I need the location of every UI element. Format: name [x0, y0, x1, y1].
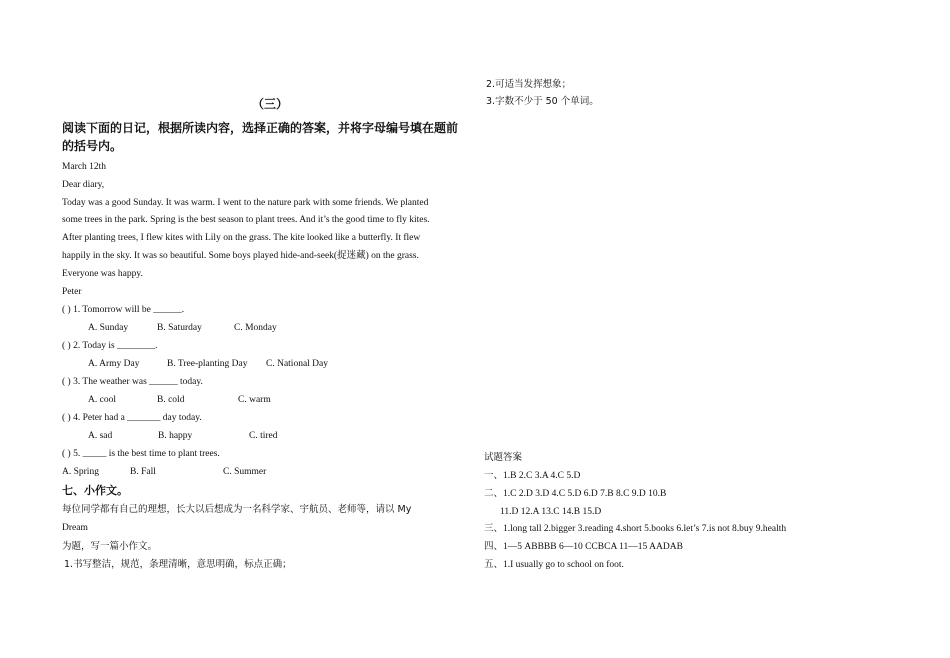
- answer-row: [500, 506, 601, 518]
- diary-date: March 12th: [62, 162, 107, 172]
- answer-label: 二、: [484, 488, 504, 499]
- answer-text: 11.D 12.A 13.C 14.B 15.D: [500, 507, 602, 517]
- composition-prompt-line-1: 每位同学都有自己的理想，长大以后想成为一名科学家、宇航员、老师等，请以 My: [62, 504, 412, 515]
- question-option: C. tired: [249, 431, 278, 441]
- answer-text: 1.long tall 2.bigger 3.reading 4.short 5.books 6.let’s 7.is not 8.buy 9.health: [503, 524, 787, 534]
- question-option: A. sad: [88, 431, 113, 441]
- question-option: A. Sunday: [88, 323, 129, 333]
- diary-body-line: Today was a good Sunday. It was warm. I went to the nature park with some friends. We planted: [62, 198, 429, 208]
- diary-body-line: some trees in the park. Spring is the best season to plant trees. And it’s the good time to fly kites.: [62, 215, 430, 225]
- question-option: C. Monday: [234, 323, 277, 333]
- part-title: （三）: [252, 97, 289, 111]
- diary-body-line: happily in the sky. It was so beautiful. Some boys played hide-and-seek(捉迷藏) on the grass.: [62, 251, 419, 261]
- diary-body-line: After planting trees, I flew kites with Lily on the grass. The kite looked like a butterfly. It flew: [62, 233, 421, 243]
- answer-label: 一、: [484, 470, 504, 481]
- answer-text: 1.B 2.C 3.A 4.C 5.D: [503, 471, 581, 481]
- answer-row: [484, 559, 624, 571]
- composition-title: 七、小作文。: [62, 484, 128, 497]
- composition-requirement-3: 3.字数不少于 50 个单词。: [486, 96, 599, 107]
- question-option: C. Summer: [223, 467, 267, 477]
- question-stem: ( ) 5. _____ is the best time to plant trees.: [62, 449, 220, 459]
- composition-requirement-2: 2.可适当发挥想象；: [486, 79, 572, 90]
- question-option: B. happy: [158, 431, 193, 441]
- answer-row: [484, 541, 683, 553]
- question-option: A. Army Day: [88, 359, 140, 369]
- answer-text: 1.C 2.D 3.D 4.C 5.D 6.D 7.B 8.C 9.D 10.B: [503, 489, 667, 499]
- question-option: B. cold: [157, 395, 185, 405]
- question-option: B. Fall: [130, 467, 156, 477]
- question-option: A. Spring: [62, 467, 99, 477]
- composition-prompt-line-2: Dream: [62, 523, 88, 533]
- answers-title: 试题答案: [484, 452, 523, 463]
- instruction-line-2: 的括号内。: [62, 139, 123, 153]
- question-stem: ( ) 3. The weather was ______ today.: [62, 377, 203, 387]
- diary-body-line: Everyone was happy.: [62, 269, 143, 279]
- question-stem: ( ) 1. Tomorrow will be ______.: [62, 305, 185, 315]
- instruction-line-1: 阅读下面的日记，根据所读内容，选择正确的答案，并将字母编号填在题前: [62, 121, 459, 135]
- answer-row: [484, 470, 580, 482]
- answer-label: 三、: [484, 523, 504, 534]
- diary-greeting: Dear diary,: [62, 180, 105, 190]
- answer-row: [484, 488, 666, 500]
- composition-prompt-line-3: 为题，写一篇小作文。: [62, 541, 158, 552]
- answer-text: 1.I usually go to school on foot.: [503, 560, 624, 570]
- question-stem: ( ) 2. Today is ________.: [62, 341, 158, 351]
- question-option: B. Saturday: [157, 323, 202, 333]
- answer-row: [484, 523, 786, 535]
- diary-signature: Peter: [62, 287, 82, 297]
- answer-text: 1—5 ABBBB 6—10 CCBCA 11—15 AADAB: [503, 542, 683, 552]
- question-option: B. Tree-planting Day: [167, 359, 248, 369]
- question-stem: ( ) 4. Peter had a _______ day today.: [62, 413, 202, 423]
- question-option: C. warm: [238, 395, 271, 405]
- composition-requirement-1: 1.书写整洁，规范，条理清晰，意思明确，标点正确；: [64, 559, 292, 570]
- question-option: C. National Day: [266, 359, 329, 369]
- answer-label: 五、: [484, 559, 504, 570]
- answer-label: 四、: [484, 541, 504, 552]
- question-option: A. cool: [88, 395, 116, 405]
